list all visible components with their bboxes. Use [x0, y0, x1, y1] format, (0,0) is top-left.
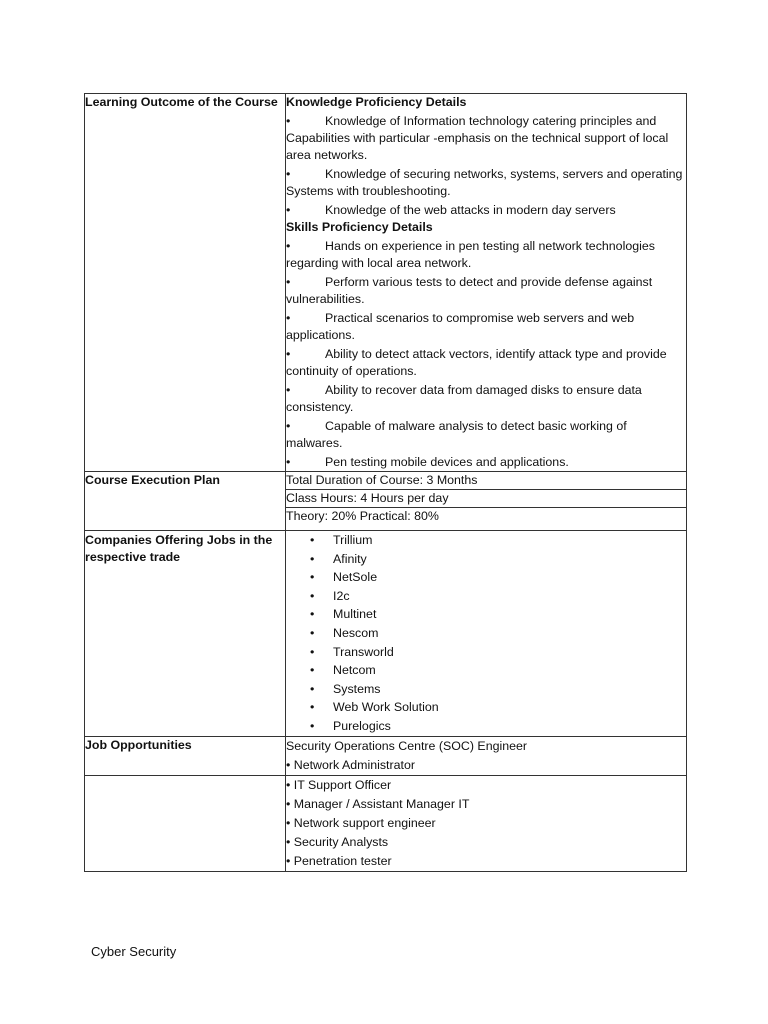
bullet-symbol: • [286, 239, 291, 253]
companies-content [286, 531, 687, 737]
class-hours-cell: Class Hours: 4 Hours per day [286, 490, 687, 508]
bullet-item [286, 274, 686, 308]
companies-list [286, 531, 686, 736]
bullet-text: Knowledge of Information technology catering principles and Capabilities with particular -emphasis on the technical support of local area networks. [286, 114, 669, 162]
bullet-symbol: • [286, 383, 291, 397]
job-item: • IT Support Officer [286, 777, 392, 792]
job-opportunities-content [286, 775, 687, 871]
companies-row [85, 531, 687, 737]
bullet-item [286, 310, 686, 344]
job-item: Security Operations Centre (SOC) Engineer [286, 738, 528, 753]
bullet-symbol: • [286, 347, 291, 361]
bullet-symbol: • [310, 718, 315, 733]
bullet-text: Pen testing mobile devices and applications. [325, 455, 569, 469]
company-item [310, 531, 686, 550]
bullet-text: Knowledge of securing networks, systems, servers and operating Systems with troubleshooting. [286, 167, 683, 198]
job-item: • Manager / Assistant Manager IT [286, 796, 470, 811]
company-name: Purelogics [333, 718, 391, 733]
bullet-symbol: • [310, 644, 315, 659]
bullet-item [286, 202, 686, 219]
company-item [310, 643, 686, 662]
company-item [310, 587, 686, 606]
course-details-table [84, 93, 687, 872]
bullet-symbol: • [310, 588, 315, 603]
bullet-symbol: • [310, 570, 315, 585]
knowledge-heading: Knowledge Proficiency Details [286, 95, 467, 109]
company-item [310, 717, 686, 736]
company-name: I2c [333, 588, 350, 603]
bullet-text: Perform various tests to detect and provide defense against vulnerabilities. [286, 275, 653, 306]
learning-outcome-row [85, 94, 687, 472]
bullet-item [286, 418, 686, 452]
bullet-symbol: • [310, 551, 315, 566]
company-name: Transworld [333, 644, 394, 659]
bullet-symbol: • [286, 455, 291, 469]
bullet-symbol: • [286, 167, 291, 181]
bullet-item [286, 166, 686, 200]
bullet-symbol: • [310, 681, 315, 696]
bullet-text: Practical scenarios to compromise web servers and web applications. [286, 311, 635, 342]
bullet-symbol: • [286, 275, 291, 289]
bullet-symbol: • [310, 607, 315, 622]
company-name: Trillium [333, 533, 373, 547]
bullet-item [286, 113, 686, 164]
footer-text: Cyber Security [91, 944, 177, 959]
company-name: Afinity [333, 551, 367, 566]
job-item: • Penetration tester [286, 853, 392, 868]
company-name: NetSole [333, 570, 378, 585]
learning-outcome-content [286, 94, 687, 472]
bullet-item [286, 382, 686, 416]
company-item [310, 624, 686, 643]
company-item [310, 680, 686, 699]
bullet-item [286, 454, 686, 471]
learning-outcome-label: Learning Outcome of the Course [85, 94, 286, 472]
job-item: • Security Analysts [286, 834, 389, 849]
skills-heading: Skills Proficiency Details [286, 220, 433, 234]
company-item [310, 661, 686, 680]
bullet-symbol: • [286, 203, 291, 217]
bullet-text: Capable of malware analysis to detect basic working of malwares. [286, 419, 627, 450]
bullet-symbol: • [310, 625, 315, 640]
job-item: • Network Administrator [286, 757, 415, 772]
company-name: Systems [333, 681, 381, 696]
bullet-symbol: • [310, 663, 315, 678]
company-name: Web Work Solution [333, 700, 439, 715]
bullet-symbol: • [286, 311, 291, 325]
company-item [310, 568, 686, 587]
company-name: Nescom [333, 625, 379, 640]
bullet-symbol: • [310, 700, 315, 715]
knowledge-list [286, 113, 686, 219]
bullet-text: Ability to detect attack vectors, identify attack type and provide continuity of operations. [286, 347, 667, 378]
company-item [310, 605, 686, 624]
job-opportunities-row [85, 775, 687, 871]
bullet-symbol: • [286, 419, 291, 433]
duration-cell: Total Duration of Course: 3 Months [286, 472, 687, 490]
bullet-symbol: • [310, 533, 315, 547]
execution-plan-label: Course Execution Plan [85, 472, 286, 531]
bullet-text: Knowledge of the web attacks in modern day servers [325, 203, 616, 217]
bullet-item [286, 238, 686, 272]
skills-list [286, 238, 686, 471]
bullet-text: Ability to recover data from damaged disks to ensure data consistency. [286, 383, 642, 414]
empty-label-cell [85, 775, 286, 871]
company-name: Multinet [333, 607, 377, 622]
bullet-symbol: • [286, 114, 291, 128]
job-item: • Network support engineer [286, 815, 436, 830]
bullet-text: Hands on experience in pen testing all network technologies regarding with local area network. [286, 239, 655, 270]
execution-plan-row [85, 472, 687, 490]
job-opportunities-row [85, 736, 687, 775]
theory-practical-cell: Theory: 20% Practical: 80% [286, 508, 687, 531]
job-opportunities-label: Job Opportunities [85, 736, 286, 775]
companies-label: Companies Offering Jobs in the respective trade [85, 531, 286, 737]
job-opportunities-content [286, 736, 687, 775]
company-name: Netcom [333, 663, 376, 678]
bullet-item [286, 346, 686, 380]
company-item [310, 550, 686, 569]
company-item [310, 698, 686, 717]
